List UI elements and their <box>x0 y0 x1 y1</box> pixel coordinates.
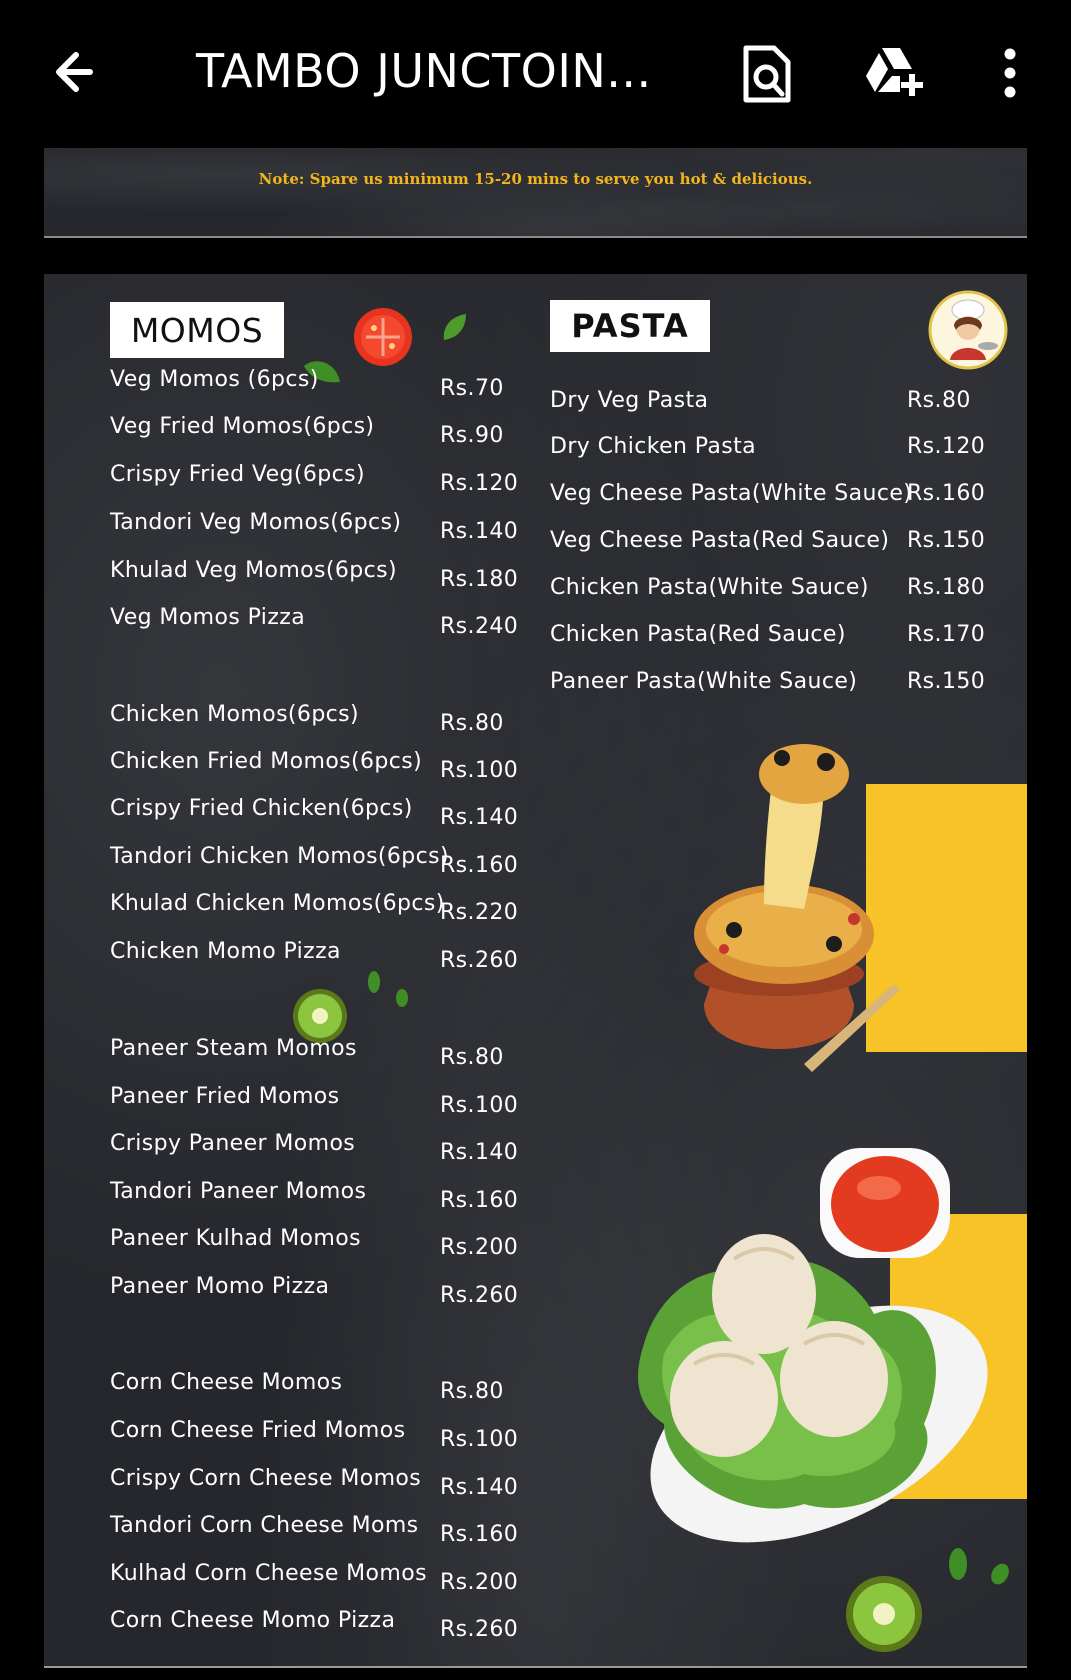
momos-item-name: Paneer Fried Momos <box>110 1084 340 1109</box>
momos-item-price: Rs.140 <box>440 1140 519 1165</box>
momos-item-price: Rs.220 <box>440 900 519 925</box>
momos-item-name: Corn Cheese Fried Momos <box>110 1418 406 1443</box>
momos-item-price: Rs.140 <box>440 519 519 544</box>
momos-item-price: Rs.160 <box>440 853 519 878</box>
momos-item-price: Rs.100 <box>440 1093 519 1118</box>
pasta-item-name: Paneer Pasta(White Sauce) <box>550 669 858 694</box>
arrow-left-icon <box>48 42 108 102</box>
momos-item-price: Rs.90 <box>440 423 504 448</box>
pasta-item-name: Veg Cheese Pasta(Red Sauce) <box>550 528 890 553</box>
momos-item-name: Khulad Veg Momos(6pcs) <box>110 558 397 583</box>
pasta-item-name: Dry Veg Pasta <box>550 388 709 413</box>
find-in-page-icon <box>738 44 796 106</box>
momos-item-name: Paneer Kulhad Momos <box>110 1226 361 1251</box>
momos-item-name: Tandori Corn Cheese Moms <box>110 1513 419 1538</box>
momos-item-name: Veg Fried Momos(6pcs) <box>110 414 375 439</box>
momos-item-price: Rs.120 <box>440 471 519 496</box>
momos-item-price: Rs.200 <box>440 1570 519 1595</box>
momos-item-name: Crispy Fried Veg(6pcs) <box>110 462 365 487</box>
app-bar <box>0 0 1027 148</box>
momos-item-price: Rs.80 <box>440 711 504 736</box>
service-note: Note: Spare us minimum 15-20 mins to serve you hot & delicious. <box>258 170 813 188</box>
page-margin <box>1027 0 1071 1680</box>
pasta-heading: PASTA <box>550 300 710 352</box>
momos-item-price: Rs.160 <box>440 1522 519 1547</box>
momos-item-name: Chicken Momos(6pcs) <box>110 702 360 727</box>
pasta-item-name: Chicken Pasta(White Sauce) <box>550 575 869 600</box>
momos-item-name: Paneer Momo Pizza <box>110 1274 330 1299</box>
momos-item-name: Kulhad Corn Cheese Momos <box>110 1561 427 1586</box>
pasta-item-price: Rs.180 <box>907 575 986 600</box>
momos-item-price: Rs.70 <box>440 376 504 401</box>
momos-item-name: Veg Momos Pizza <box>110 605 306 630</box>
pasta-item-name: Veg Cheese Pasta(White Sauce) <box>550 481 913 506</box>
basil-leaf-image <box>440 312 468 344</box>
add-to-drive-button[interactable] <box>862 44 928 100</box>
pasta-item-name: Dry Chicken Pasta <box>550 434 757 459</box>
pasta-item-price: Rs.150 <box>907 528 986 553</box>
more-vert-icon <box>996 46 1024 100</box>
momos-item-name: Paneer Steam Momos <box>110 1036 357 1061</box>
momos-item-name: Khulad Chicken Momos(6pcs) <box>110 891 445 916</box>
momos-item-name: Crispy Fried Chicken(6pcs) <box>110 796 413 821</box>
pasta-item-name: Chicken Pasta(Red Sauce) <box>550 622 846 647</box>
momos-item-price: Rs.160 <box>440 1188 519 1213</box>
pasta-item-price: Rs.120 <box>907 434 986 459</box>
document-title: TAMBO JUNCTOIN... <box>196 44 652 98</box>
pasta-item-price: Rs.170 <box>907 622 986 647</box>
momos-item-name: Chicken Fried Momos(6pcs) <box>110 749 423 774</box>
kulhad-pizza-image <box>684 734 974 1114</box>
kiwi-image <box>844 1574 924 1654</box>
pasta-item-price: Rs.150 <box>907 669 986 694</box>
momos-item-price: Rs.100 <box>440 1427 519 1452</box>
momos-item-name: Tandori Chicken Momos(6pcs) <box>110 844 450 869</box>
momos-item-name: Veg Momos (6pcs) <box>110 367 319 392</box>
momos-item-name: Tandori Veg Momos(6pcs) <box>110 510 402 535</box>
momos-item-name: Crispy Corn Cheese Momos <box>110 1466 422 1491</box>
momos-item-name: Corn Cheese Momo Pizza <box>110 1608 396 1633</box>
momos-item-price: Rs.260 <box>440 1283 519 1308</box>
more-options-button[interactable] <box>996 46 1024 100</box>
momos-item-price: Rs.260 <box>440 948 519 973</box>
momos-item-price: Rs.180 <box>440 567 519 592</box>
momos-item-price: Rs.260 <box>440 1617 519 1642</box>
basil-leaf-image <box>944 1544 1014 1594</box>
momos-item-name: Tandori Paneer Momos <box>110 1179 367 1204</box>
pasta-item-price: Rs.80 <box>907 388 971 413</box>
momos-item-price: Rs.240 <box>440 614 519 639</box>
tomato-image <box>352 306 414 368</box>
find-in-page-button[interactable] <box>738 44 796 106</box>
basil-leaf-image <box>364 970 412 1010</box>
momos-item-price: Rs.80 <box>440 1379 504 1404</box>
momos-item-price: Rs.100 <box>440 758 519 783</box>
back-button[interactable] <box>48 42 108 102</box>
momos-item-price: Rs.200 <box>440 1235 519 1260</box>
note-page <box>44 148 1027 238</box>
momos-plate-image <box>624 1124 1024 1544</box>
momos-item-name: Corn Cheese Momos <box>110 1370 343 1395</box>
momos-item-name: Chicken Momo Pizza <box>110 939 341 964</box>
chef-logo-image <box>928 290 1008 370</box>
pasta-item-price: Rs.160 <box>907 481 986 506</box>
momos-item-price: Rs.80 <box>440 1045 504 1070</box>
add-to-drive-icon <box>862 44 928 100</box>
momos-item-name: Crispy Paneer Momos <box>110 1131 356 1156</box>
menu-page <box>44 274 1027 1668</box>
momos-heading: MOMOS <box>110 302 284 358</box>
momos-item-price: Rs.140 <box>440 1475 519 1500</box>
momos-item-price: Rs.140 <box>440 805 519 830</box>
